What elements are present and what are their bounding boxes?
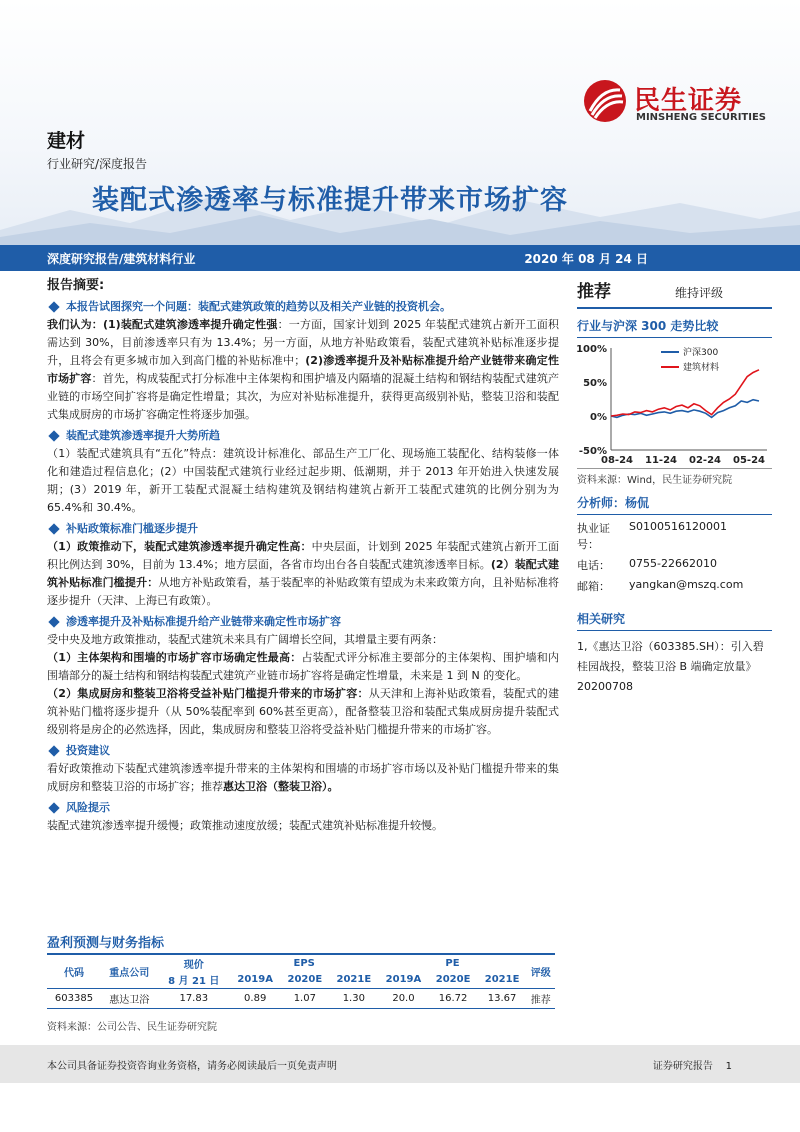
band-category: 深度研究报告/建筑材料行业 — [47, 252, 196, 266]
table-heading: 盈利预测与财务指标 — [47, 936, 165, 951]
diamond-bullet-icon — [48, 523, 59, 534]
diamond-bullet-icon — [48, 301, 59, 312]
cell-company: 惠达卫浴 — [101, 988, 158, 1008]
diamond-bullet-icon — [48, 745, 59, 756]
view-paragraph — [47, 316, 559, 424]
s2-point-1-bold: （1）政策推动下，装配式建筑渗透率提升确定性高： — [47, 540, 312, 553]
related-report[interactable] — [577, 637, 772, 697]
summary-heading: 报告摘要: — [47, 278, 105, 293]
logo-text-en: MINSHENG SECURITIES — [636, 112, 766, 123]
related-heading: 相关研究 — [577, 610, 772, 631]
report-type: 行业研究/深度报告 — [47, 157, 148, 171]
footer-label — [653, 1057, 732, 1072]
series-line-building-materials — [611, 370, 759, 416]
phone-number: 0755-22662010 — [629, 557, 717, 570]
section-1-text: （1）装配式建筑具有“五化”特点：建筑设计标准化、部品生产工厂化、现场施工装配化、结构装修一体化和建造过程信息化；(2）中国装配式建筑行业经过起步期、低潮期，并于 2013 年开始进入快速发展期；(3）2019 年，新开工装配式混凝土结构建筑及钢结构建筑占新开工装配式建筑的比例分别为为 65.4%和 30.4%。 — [47, 447, 559, 514]
industry-label: 建材 — [47, 130, 86, 152]
summary-column — [47, 277, 559, 835]
cert-number: S0100516120001 — [629, 520, 727, 533]
section-3-point-2 — [47, 685, 559, 739]
section-2-text — [47, 538, 559, 610]
table-source: 资料来源：公司公告、民生证券研究院 — [47, 1022, 217, 1033]
col-price: 现价 — [158, 954, 231, 971]
chart-source: 资料来源：Wind，民生证券研究院 — [577, 468, 772, 486]
intro-text: 本报告试图探究一个问题：装配式建筑政策的趋势以及相关产业链的投资机会。 — [66, 300, 451, 313]
intro-bullet — [47, 298, 559, 316]
series-line-hs300 — [611, 400, 759, 418]
section-2-title — [47, 520, 559, 538]
view-label: 我们认为： — [47, 318, 103, 331]
cell-eps: 1.07 — [280, 988, 329, 1008]
s3-point-2: 从天津和上海补贴政策看，装配式的建筑补贴门槛将逐步提升（从 50%装配率到 60%甚至更高），配备整装卫浴和装配式集成厨房提升装配式级别将是房企的必然选择，因此，集成厨房和整装卫浴将受益补贴门槛提升带来的市场扩容。 — [47, 687, 560, 736]
section-1-title-text: 装配式建筑渗透率提升大势所趋 — [66, 429, 220, 442]
s2-point-2-bold: (2）装配式建筑补贴标准门槛提升： — [47, 558, 559, 589]
view-point-2: ：首先，构成装配式打分标准中主体架构和围护墙及内隔墙的混凝土结构和钢结构装配式建筑产业链的市场空间扩容将是确定性增量；其次，为应对补贴标准提升，获得更高级别补贴，整装卫浴和装配式集成厨房的市场扩容确定性将逐步加强。 — [47, 372, 560, 421]
cell-eps: 0.89 — [230, 988, 280, 1008]
col-pe: PE — [378, 954, 526, 971]
y-tick-label: -50% — [578, 446, 607, 457]
report-header — [0, 0, 800, 245]
col-year: 2021E — [329, 971, 378, 988]
analyst-heading: 分析师：杨侃 — [577, 494, 772, 515]
section-5-text: 装配式建筑渗透率提升缓慢；政策推动速度放缓；装配式建筑补贴标准提升较慢。 — [47, 819, 443, 832]
s4-text: 看好政策推动下装配式建筑渗透率提升带来的主体架构和围墙的市场扩容市场以及补贴门槛提升带来的集成厨房和整装卫浴的市场扩容；推荐 — [47, 762, 559, 793]
x-tick-label: 11-24 — [645, 455, 677, 466]
report-date: 2020 年 08 月 24 日 — [524, 252, 648, 266]
col-eps: EPS — [230, 954, 378, 971]
s4-recommend: 惠达卫浴（整装卫浴）。 — [223, 780, 339, 793]
cell-price: 17.83 — [158, 988, 231, 1008]
col-year: 2021E — [478, 971, 527, 988]
phone-label: 电话： — [577, 559, 610, 572]
email-row — [577, 578, 772, 594]
col-year: 2020E — [280, 971, 329, 988]
sidebar — [577, 277, 772, 697]
col-year: 2020E — [429, 971, 478, 988]
s2-point-2: 从地方补贴政策看，基于装配率的补贴政策有望成为未来政策方向，且补贴标准将逐步提升（天津、上海已有政策）。 — [47, 576, 560, 607]
related-report-title[interactable]: 1,《惠达卫浴（603385.SH）：引入碧桂园战投，整装卫浴 B 端确定放量》 — [577, 640, 764, 673]
legend-label: 建筑材料 — [683, 363, 720, 373]
phone-row — [577, 557, 772, 573]
x-tick-label: 02-24 — [689, 455, 721, 466]
logo-text-cn: 民生证券 — [634, 86, 743, 116]
cert-label: 执业证号： — [577, 522, 610, 551]
email-label: 邮箱： — [577, 580, 610, 593]
section-3-intro: 受中央及地方政策推动，装配式建筑未来具有广阔增长空间，其增量主要有两条： — [47, 633, 443, 646]
y-tick-label: 50% — [583, 378, 607, 389]
legend-label: 沪深300 — [683, 348, 719, 358]
related-report-date: 20200708 — [577, 680, 633, 693]
footer-label-text: 证券研究报告 — [652, 1061, 713, 1072]
col-rating: 评级 — [527, 954, 555, 988]
section-4-text — [47, 760, 559, 796]
recommend-label: 推荐 — [577, 282, 611, 302]
diamond-bullet-icon — [48, 616, 59, 627]
section-4-title — [47, 742, 559, 760]
col-price-date: 8 月 21 日 — [158, 971, 231, 988]
x-tick-label: 08-24 — [601, 455, 633, 466]
view-point-2-bold: (2)渗透率提升及补贴标准提升给产业链带来确定性市场扩容 — [47, 354, 559, 385]
x-tick-label: 05-24 — [733, 455, 765, 466]
section-3-title-text: 渗透率提升及补贴标准提升给产业链带来确定性市场扩容 — [66, 615, 341, 628]
section-2-title-text: 补贴政策标准门槛逐步提升 — [66, 522, 198, 535]
email-link[interactable]: yangkan@mszq.com — [629, 578, 744, 591]
cert-row — [577, 520, 772, 552]
cell-pe: 13.67 — [478, 988, 527, 1008]
col-year: 2019A — [378, 971, 428, 988]
financial-table — [47, 953, 555, 1009]
page-title: 装配式渗透率与标准提升带来市场扩容 — [92, 185, 568, 216]
trend-chart-svg — [577, 338, 772, 468]
table-row — [47, 988, 555, 1008]
trend-chart — [577, 338, 772, 468]
y-tick-label: 0% — [590, 412, 607, 423]
page-footer — [0, 1045, 800, 1083]
section-1-title — [47, 427, 559, 445]
cell-eps: 1.30 — [329, 988, 378, 1008]
section-5-title — [47, 799, 559, 817]
diamond-bullet-icon — [48, 430, 59, 441]
section-4-title-text: 投资建议 — [66, 744, 110, 757]
cell-pe: 20.0 — [378, 988, 428, 1008]
cell-rating: 推荐 — [527, 988, 555, 1008]
minsheng-logo-icon — [582, 78, 628, 124]
section-3-point-1 — [47, 649, 559, 685]
s3-point-1: 占装配式评分标准主要部分的主体架构、围护墙和内围墙部分的凝土结构和钢结构装配式建筑产业链市场扩容将是确定性增量，未来是 1 到 N 的变化。 — [47, 651, 560, 682]
diamond-bullet-icon — [48, 802, 59, 813]
company-logo — [582, 78, 772, 128]
section-3-title — [47, 613, 559, 631]
rating-label: 维持评级 — [675, 286, 724, 300]
page-number: 1 — [725, 1061, 732, 1072]
cell-code: 603385 — [47, 988, 101, 1008]
col-code: 代码 — [47, 954, 101, 988]
rating-row — [577, 277, 772, 309]
s2-point-1: 中央层面，计划到 2025 年装配式建筑占新开工面积比例达到 30%，目前为 13.4%；地方层面，各省市均出台各自装配式建筑渗透率目标。 — [47, 540, 559, 571]
chart-heading: 行业与沪深 300 走势比较 — [577, 317, 772, 338]
cell-pe: 16.72 — [429, 988, 478, 1008]
s3-point-2-bold: （2）集成厨房和整装卫浴将受益补贴门槛提升带来的市场扩容： — [47, 687, 369, 700]
table-header-row — [47, 954, 555, 971]
y-tick-label: 100% — [577, 344, 607, 355]
view-point-1-bold: (1)装配式建筑渗透率提升确定性强 — [102, 318, 278, 331]
section-5-title-text: 风险提示 — [66, 801, 110, 814]
title-band — [0, 245, 800, 271]
footer-disclaimer: 本公司具备证券投资咨询业务资格，请务必阅读最后一页免责声明 — [47, 1061, 337, 1072]
view-point-1: ：一方面，国家计划到 2025 年装配式建筑占新开工面积需达到 30%，目前渗透率只有为 13.4%；另一方面，从地方补贴政策看，装配式建筑补贴标准逐步提升，且将会有更多城市加入到高门槛的补贴标准中； — [47, 318, 559, 367]
s3-point-1-bold: （1）主体架构和围墙的市场扩容市场确定性最高： — [47, 651, 302, 664]
col-company: 重点公司 — [101, 954, 158, 988]
col-year: 2019A — [230, 971, 280, 988]
